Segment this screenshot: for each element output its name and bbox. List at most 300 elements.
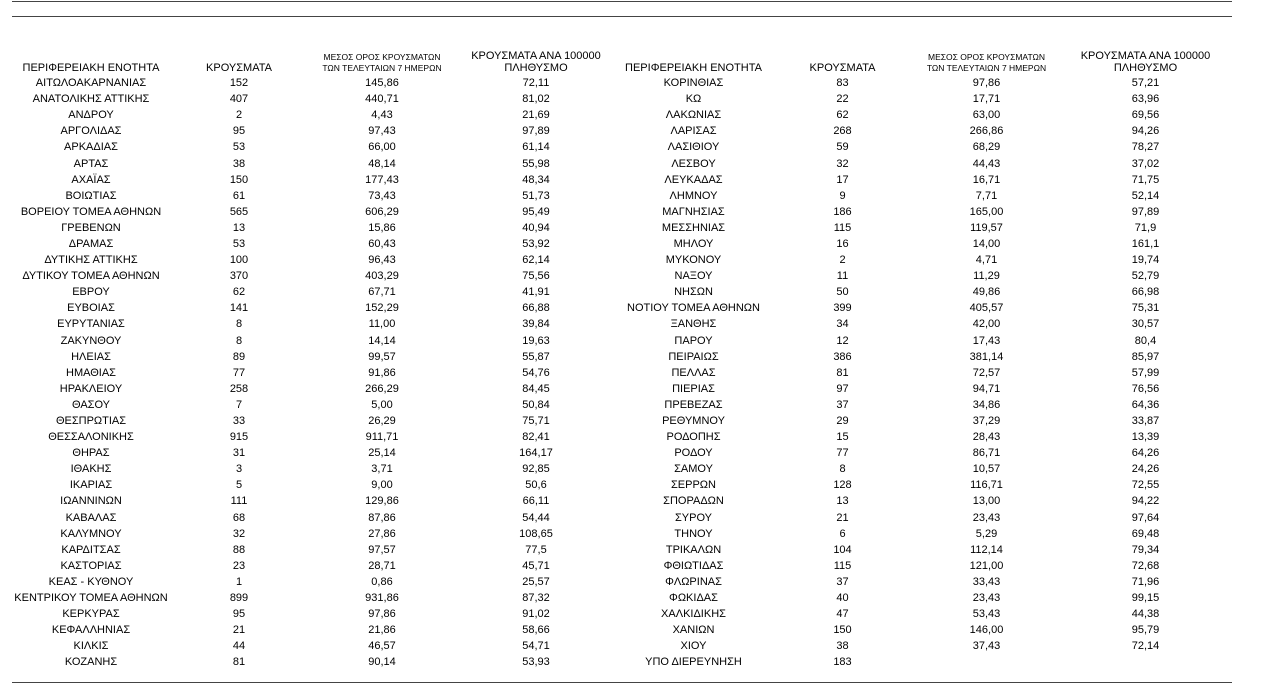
seven-day-average-left: 28,71 (368, 559, 396, 572)
cases-per-100k-left: 58,66 (522, 624, 550, 637)
cases-left: 89 (232, 350, 246, 363)
table-row (12, 654, 1232, 670)
cases-right: 40 (836, 592, 849, 605)
cases-per-100k-right: 69,56 (1131, 109, 1160, 122)
cases-right: 77 (836, 447, 849, 460)
cases-right: 29 (836, 415, 849, 428)
seven-day-average-right: 49,86 (972, 286, 1001, 299)
cases-left: 23 (232, 559, 246, 572)
header-per-line2: ΠΛΗΘΥΣΜΟ (504, 62, 568, 74)
cases-per-100k-left: 95,49 (522, 205, 550, 218)
seven-day-average-left: 73,43 (368, 189, 396, 202)
seven-day-average-left: 9,00 (371, 479, 393, 492)
cases-per-100k-left: 81,02 (522, 93, 550, 106)
region-name-right: ΛΑΡΙΣΑΣ (670, 125, 717, 138)
table-row (12, 365, 1232, 381)
seven-day-average-right: 53,43 (972, 608, 1001, 621)
seven-day-average-right: 14,00 (972, 237, 1001, 250)
table-row (12, 493, 1232, 509)
seven-day-average-right: 10,57 (972, 463, 1001, 476)
table-row (12, 606, 1232, 622)
cases-per-100k-left: 54,76 (522, 366, 550, 379)
cases-left: 7 (235, 398, 243, 411)
seven-day-average-left: 129,86 (365, 495, 399, 508)
table-row (12, 268, 1232, 284)
region-name-right: ΧΙΟΥ (680, 640, 707, 653)
cases-per-100k-right: 94,26 (1131, 125, 1160, 138)
cases-per-100k-left: 50,84 (522, 398, 550, 411)
header-avg-line2: ΤΩΝ ΤΕΛΕΥΤΑΙΩΝ 7 ΗΜΕΡΩΝ (322, 63, 442, 73)
region-name-right: ΝΑΞΟΥ (674, 270, 713, 283)
cases-left: 152 (229, 77, 249, 90)
region-name-right: ΧΑΛΚΙΔΙΚΗΣ (661, 608, 726, 621)
cases-left: 68 (232, 511, 246, 524)
cases-per-100k-left: 75,71 (522, 415, 550, 428)
seven-day-average-left: 91,86 (368, 366, 396, 379)
header-region: ΠΕΡΙΦΕΡΕΙΑΚΗ ΕΝΟΤΗΤΑ (22, 62, 160, 74)
seven-day-average-left: 97,86 (368, 608, 396, 621)
seven-day-average-right: 17,71 (972, 93, 1001, 106)
region-name-left: ΒΟΙΩΤΙΑΣ (65, 189, 117, 202)
seven-day-average-left: 99,57 (368, 350, 396, 363)
table-row (12, 510, 1232, 526)
seven-day-average-left: 96,43 (368, 254, 396, 267)
cases-per-100k-left: 164,17 (519, 447, 553, 460)
seven-day-average-left: 5,00 (371, 398, 393, 411)
cases-per-100k-right: 78,27 (1131, 141, 1160, 154)
cases-left: 899 (229, 592, 249, 605)
region-name-right: ΠΑΡΟΥ (674, 334, 713, 347)
cases-left: 141 (229, 302, 249, 315)
seven-day-average-left: 26,29 (368, 415, 396, 428)
cases-per-100k-left: 41,91 (522, 286, 550, 299)
region-name-right: ΡΟΔΟΠΗΣ (666, 431, 721, 444)
cases-per-100k-right: 71,75 (1131, 173, 1160, 186)
region-name-left: ΘΑΣΟΥ (71, 398, 111, 411)
region-name-right: ΣΠΟΡΑΔΩΝ (663, 495, 724, 508)
seven-day-average-right: 44,43 (972, 157, 1001, 170)
seven-day-average-left: 60,43 (368, 237, 396, 250)
cases-per-100k-right: 75,31 (1131, 302, 1160, 315)
region-name-right: ΜΗΛΟΥ (673, 237, 714, 250)
cases-right: 115 (833, 559, 852, 572)
table-row (12, 590, 1232, 606)
cases-per-100k-right: 52,79 (1131, 270, 1160, 283)
region-name-right: ΞΑΝΘΗΣ (670, 318, 717, 331)
cases-per-100k-right: 71,9 (1134, 221, 1157, 234)
region-name-right: ΝΟΤΙΟΥ ΤΟΜΕΑ ΑΘΗΝΩΝ (627, 302, 760, 315)
cases-per-100k-left: 77,5 (525, 543, 547, 556)
cases-per-100k-right: 63,96 (1131, 93, 1160, 106)
region-name-right: ΠΕΛΛΑΣ (671, 366, 716, 379)
table-row (12, 107, 1232, 123)
header-rule (12, 16, 1232, 17)
seven-day-average-right: 119,57 (970, 221, 1003, 234)
cases-left: 258 (229, 382, 249, 395)
cases-left: 95 (232, 608, 246, 621)
region-name-right: ΤΗΝΟΥ (674, 527, 713, 540)
cases-per-100k-left: 62,14 (522, 254, 550, 267)
cases-per-100k-right: 97,89 (1131, 205, 1160, 218)
seven-day-average-right: 37,29 (972, 415, 1001, 428)
cases-per-100k-right (1059, 654, 1232, 670)
cases-right: 81 (836, 366, 849, 379)
region-name-left: ΘΕΣΣΑΛΟΝΙΚΗΣ (48, 431, 134, 444)
seven-day-average-left: 25,14 (368, 447, 396, 460)
cases-per-100k-right: 85,97 (1131, 350, 1160, 363)
cases-per-100k-left: 84,45 (522, 382, 550, 395)
seven-day-average-right: 72,57 (972, 366, 1001, 379)
cases-per-100k-right: 19,74 (1131, 254, 1160, 267)
table-row (12, 155, 1232, 171)
cases-right: 59 (836, 141, 849, 154)
cases-right: 115 (833, 221, 852, 234)
cases-per-100k-left: 61,14 (522, 141, 550, 154)
seven-day-average-right (914, 654, 1059, 670)
cases-right: 22 (836, 93, 849, 106)
cases-per-100k-right: 44,38 (1131, 608, 1160, 621)
table-row (12, 220, 1232, 236)
table-row (12, 477, 1232, 493)
cases-per-100k-right: 66,98 (1131, 286, 1160, 299)
cases-per-100k-left: 54,44 (522, 511, 550, 524)
cases-right: 104 (833, 543, 852, 556)
header-per-line2-2: ΠΛΗΘΥΣΜΟ (1113, 62, 1178, 74)
cases-per-100k-left: 51,73 (522, 189, 550, 202)
cases-left: 81 (232, 656, 246, 669)
table-row (12, 526, 1232, 542)
region-name-right: ΛΕΥΚΑΔΑΣ (664, 173, 723, 186)
top-rule (12, 1, 1232, 2)
seven-day-average-left: 4,43 (371, 109, 393, 122)
region-name-right: ΜΑΓΝΗΣΙΑΣ (662, 205, 725, 218)
table-body (12, 75, 1232, 670)
seven-day-average-left: 97,43 (368, 125, 396, 138)
seven-day-average-left: 931,86 (365, 592, 399, 605)
seven-day-average-right: 28,43 (972, 431, 1001, 444)
cases-per-100k-right: 30,57 (1131, 318, 1160, 331)
cases-left: 3 (235, 463, 243, 476)
seven-day-average-left: 403,29 (365, 270, 399, 283)
cases-per-100k-left: 54,71 (522, 640, 550, 653)
seven-day-average-left: 266,29 (365, 382, 399, 395)
region-name-left: ΑΡΚΑΔΙΑΣ (64, 141, 118, 154)
cases-left: 565 (229, 205, 249, 218)
seven-day-average-right: 112,14 (970, 543, 1003, 556)
cases-right: 2 (839, 254, 846, 267)
cases-right: 399 (833, 302, 852, 315)
seven-day-average-right: 37,43 (972, 640, 1001, 653)
seven-day-average-right: 16,71 (972, 173, 1001, 186)
table-row (12, 638, 1232, 654)
region-name-left: ΚΑΡΔΙΤΣΑΣ (61, 543, 121, 556)
seven-day-average-left: 67,71 (368, 286, 396, 299)
header-avg-line1: ΜΕΣΟΣ ΟΡΟΣ ΚΡΟΥΣΜΑΤΩΝ (323, 52, 441, 62)
table-row (12, 333, 1232, 349)
region-name-right: ΛΕΣΒΟΥ (671, 157, 716, 170)
cases-per-100k-right: 64,26 (1131, 447, 1160, 460)
cases-left: 370 (229, 270, 249, 283)
region-name-left: ΚΕΦΑΛΛΗΝΙΑΣ (51, 624, 131, 637)
region-name-left: ΑΡΓΟΛΙΔΑΣ (60, 125, 122, 138)
cases-per-100k-right: 33,87 (1131, 415, 1160, 428)
region-name-left: ΔΥΤΙΚΗΣ ΑΤΤΙΚΗΣ (44, 254, 138, 267)
seven-day-average-right: 34,86 (972, 398, 1001, 411)
region-name-left: ΙΘΑΚΗΣ (70, 463, 112, 476)
seven-day-average-right: 33,43 (972, 575, 1001, 588)
cases-left: 13 (232, 221, 246, 234)
cases-right: 47 (836, 608, 849, 621)
region-name-right: ΣΑΜΟΥ (674, 463, 713, 476)
cases-per-100k-left: 50,6 (525, 479, 547, 492)
table-row (12, 123, 1232, 139)
cases-right: 183 (833, 656, 852, 669)
header-region-2: ΠΕΡΙΦΕΡΕΙΑΚΗ ΕΝΟΤΗΤΑ (625, 62, 762, 74)
table-row (12, 139, 1232, 155)
table-row (12, 188, 1232, 204)
cases-left: 53 (232, 141, 246, 154)
region-name-left: ΔΥΤΙΚΟΥ ΤΟΜΕΑ ΑΘΗΝΩΝ (22, 270, 160, 283)
region-name-right: ΠΡΕΒΕΖΑΣ (664, 398, 723, 411)
seven-day-average-left: 48,14 (368, 157, 396, 170)
region-name-right: ΥΠΟ ΔΙΕΡΕΥΝΗΣΗ (645, 656, 742, 669)
cases-per-100k-right: 95,79 (1131, 624, 1160, 637)
cases-per-100k-right: 72,14 (1131, 640, 1160, 653)
table-header-row (12, 40, 1232, 75)
cases-left: 38 (232, 157, 246, 170)
seven-day-average-left: 14,14 (368, 334, 396, 347)
seven-day-average-left: 87,86 (368, 511, 396, 524)
region-name-right: ΚΩ (685, 93, 702, 106)
seven-day-average-right: 86,71 (972, 447, 1001, 460)
cases-per-100k-right: 72,68 (1131, 559, 1160, 572)
seven-day-average-left: 911,71 (365, 431, 399, 444)
cases-per-100k-right: 76,56 (1131, 382, 1160, 395)
seven-day-average-right: 405,57 (969, 302, 1004, 315)
cases-left: 62 (232, 286, 246, 299)
cases-per-100k-right: 79,34 (1131, 543, 1160, 556)
seven-day-average-left: 152,29 (365, 302, 399, 315)
cases-right: 37 (836, 398, 849, 411)
table-row (12, 574, 1232, 590)
seven-day-average-right: 266,86 (969, 125, 1004, 138)
table-row (12, 461, 1232, 477)
cases-per-100k-right: 37,02 (1131, 157, 1160, 170)
cases-right: 128 (833, 479, 852, 492)
header-7day-average-2 (914, 40, 1059, 75)
cases-per-100k-left: 82,41 (522, 431, 550, 444)
region-name-left: ΖΑΚΥΝΘΟΥ (60, 334, 122, 347)
region-name-left: ΙΚΑΡΙΑΣ (69, 479, 113, 492)
region-name-left: ΚΕΑΣ - ΚΥΘΝΟΥ (48, 575, 134, 588)
header-cases: ΚΡΟΥΣΜΑΤΑ (206, 62, 272, 74)
region-name-left: ΚΙΛΚΙΣ (73, 640, 109, 653)
table-row (12, 91, 1232, 107)
cases-left: 53 (232, 237, 246, 250)
seven-day-average-left: 177,43 (365, 173, 399, 186)
region-name-left: ΚΑΛΥΜΝΟΥ (60, 527, 122, 540)
cases-right: 17 (836, 173, 849, 186)
cases-left: 915 (229, 431, 249, 444)
cases-per-100k-right: 71,96 (1131, 575, 1160, 588)
region-name-left: ΑΙΤΩΛΟΑΚΑΡΝΑΝΙΑΣ (35, 77, 147, 90)
cases-per-100k-right: 13,39 (1131, 431, 1160, 444)
seven-day-average-right: 42,00 (972, 318, 1001, 331)
cases-right: 186 (833, 205, 852, 218)
cases-right: 8 (839, 463, 846, 476)
region-name-right: ΚΟΡΙΝΘΙΑΣ (663, 77, 724, 90)
seven-day-average-left: 46,57 (368, 640, 396, 653)
table-row (12, 252, 1232, 268)
cases-right: 32 (836, 157, 849, 170)
header-avg-line2-2: ΤΩΝ ΤΕΛΕΥΤΑΙΩΝ 7 ΗΜΕΡΩΝ (926, 63, 1047, 73)
header-per-line1: ΚΡΟΥΣΜΑΤΑ ΑΝΑ 100000 (471, 50, 601, 62)
cases-per-100k-right: 24,26 (1131, 463, 1160, 476)
cases-right: 21 (836, 511, 849, 524)
seven-day-average-right: 23,43 (972, 511, 1001, 524)
region-name-left: ΓΡΕΒΕΝΩΝ (61, 221, 121, 234)
cases-left: 44 (232, 640, 246, 653)
region-name-left: ΑΡΤΑΣ (73, 157, 109, 170)
region-name-right: ΤΡΙΚΑΛΩΝ (665, 543, 722, 556)
cases-left: 407 (229, 93, 249, 106)
cases-per-100k-right: 57,21 (1131, 77, 1160, 90)
cases-per-100k-left: 92,85 (522, 463, 550, 476)
seven-day-average-right: 146,00 (969, 624, 1004, 637)
region-name-left: ΔΡΑΜΑΣ (68, 237, 114, 250)
cases-right: 97 (836, 382, 849, 395)
cases-right: 9 (839, 189, 846, 202)
cases-right: 268 (833, 125, 852, 138)
region-name-right: ΣΥΡΟΥ (674, 511, 712, 524)
seven-day-average-right: 165,00 (969, 205, 1004, 218)
cases-right: 13 (836, 495, 849, 508)
seven-day-average-right: 5,29 (975, 527, 998, 540)
region-name-left: ΗΛΕΙΑΣ (71, 350, 111, 363)
seven-day-average-left: 145,86 (365, 77, 399, 90)
seven-day-average-right: 23,43 (972, 592, 1001, 605)
table-row (12, 381, 1232, 397)
region-name-left: ΘΗΡΑΣ (72, 447, 110, 460)
cases-left: 5 (235, 479, 243, 492)
region-name-left: ΚΟΖΑΝΗΣ (64, 656, 118, 669)
cases-per-100k-left: 40,94 (522, 221, 550, 234)
cases-left: 33 (232, 415, 246, 428)
cases-per-100k-left: 55,87 (522, 350, 550, 363)
table-row (12, 413, 1232, 429)
region-name-left: ΚΕΝΤΡΙΚΟΥ ΤΟΜΕΑ ΑΘΗΝΩΝ (14, 592, 168, 605)
seven-day-average-left: 15,86 (368, 221, 396, 234)
region-name-right: ΜΕΣΣΗΝΙΑΣ (661, 221, 726, 234)
table-row (12, 300, 1232, 316)
cases-right: 12 (836, 334, 849, 347)
bottom-rule (12, 682, 1232, 683)
cases-per-100k-right: 80,4 (1134, 334, 1157, 347)
cases-left: 95 (232, 125, 246, 138)
cases-per-100k-left: 48,34 (522, 173, 550, 186)
table-row (12, 397, 1232, 413)
seven-day-average-right: 17,43 (972, 334, 1001, 347)
region-name-left: ΚΕΡΚΥΡΑΣ (62, 608, 120, 621)
region-name-right: ΝΗΣΩΝ (674, 286, 713, 299)
region-name-left: ΑΝΑΤΟΛΙΚΗΣ ΑΤΤΙΚΗΣ (32, 93, 150, 106)
cases-right: 62 (836, 109, 849, 122)
table-row (12, 172, 1232, 188)
cases-left: 32 (232, 527, 246, 540)
region-name-right: ΠΕΙΡΑΙΩΣ (668, 350, 719, 363)
table-row (12, 316, 1232, 332)
table-row (12, 445, 1232, 461)
cases-left: 8 (235, 318, 243, 331)
header-per-100k-2 (1059, 40, 1232, 75)
cases-left: 100 (229, 254, 249, 267)
seven-day-average-left: 606,29 (365, 205, 399, 218)
cases-per-100k-left: 108,65 (519, 527, 553, 540)
region-name-right: ΛΑΚΩΝΙΑΣ (665, 109, 722, 122)
seven-day-average-left: 97,57 (368, 543, 396, 556)
cases-per-100k-right: 99,15 (1131, 592, 1160, 605)
cases-per-100k-left: 53,92 (522, 237, 550, 250)
region-name-right: ΠΙΕΡΙΑΣ (672, 382, 715, 395)
table-row (12, 558, 1232, 574)
seven-day-average-right: 4,71 (975, 254, 998, 267)
cases-left: 77 (232, 366, 246, 379)
cases-per-100k-left: 21,69 (522, 109, 550, 122)
seven-day-average-right: 97,86 (972, 77, 1001, 90)
region-name-right: ΡΟΔΟΥ (674, 447, 713, 460)
header-per-100k (456, 40, 616, 75)
seven-day-average-left: 66,00 (368, 141, 396, 154)
cases-per-100k-left: 19,63 (522, 334, 550, 347)
cases-right: 16 (836, 237, 849, 250)
cases-per-100k-right: 97,64 (1131, 511, 1160, 524)
seven-day-average-right: 68,29 (972, 141, 1001, 154)
table-row (12, 75, 1232, 91)
seven-day-average-right: 7,71 (975, 189, 998, 202)
seven-day-average-left: 3,71 (371, 463, 393, 476)
cases-left: 2 (235, 109, 243, 122)
cases-left: 21 (232, 624, 246, 637)
region-name-left: ΕΒΡΟΥ (72, 286, 110, 299)
cases-per-100k-right: 52,14 (1131, 189, 1160, 202)
cases-left: 150 (229, 173, 249, 186)
cases-right: 150 (833, 624, 852, 637)
cases-right: 83 (836, 77, 849, 90)
cases-per-100k-right: 69,48 (1131, 527, 1160, 540)
seven-day-average-left: 440,71 (365, 93, 399, 106)
cases-per-100k-left: 72,11 (522, 77, 550, 90)
cases-per-100k-right: 72,55 (1131, 479, 1160, 492)
region-name-right: ΦΛΩΡΙΝΑΣ (665, 575, 722, 588)
cases-per-100k-left: 66,11 (522, 495, 550, 508)
seven-day-average-left: 27,86 (368, 527, 396, 540)
cases-per-100k-right: 94,22 (1131, 495, 1160, 508)
cases-per-100k-left: 25,57 (522, 575, 550, 588)
seven-day-average-right: 381,14 (969, 350, 1004, 363)
cases-left: 61 (232, 189, 246, 202)
cases-per-100k-left: 75,56 (522, 270, 550, 283)
seven-day-average-right: 94,71 (972, 382, 1001, 395)
cases-per-100k-left: 53,93 (522, 656, 550, 669)
table-row (12, 284, 1232, 300)
cases-per-100k-left: 55,98 (522, 157, 550, 170)
cases-per-100k-right: 57,99 (1131, 366, 1160, 379)
region-name-right: ΧΑΝΙΩΝ (672, 624, 715, 637)
region-name-right: ΡΕΘΥΜΝΟΥ (662, 415, 725, 428)
region-name-right: ΦΘΙΩΤΙΔΑΣ (663, 559, 724, 572)
cases-left: 1 (235, 575, 243, 588)
seven-day-average-left: 11,00 (368, 318, 396, 331)
